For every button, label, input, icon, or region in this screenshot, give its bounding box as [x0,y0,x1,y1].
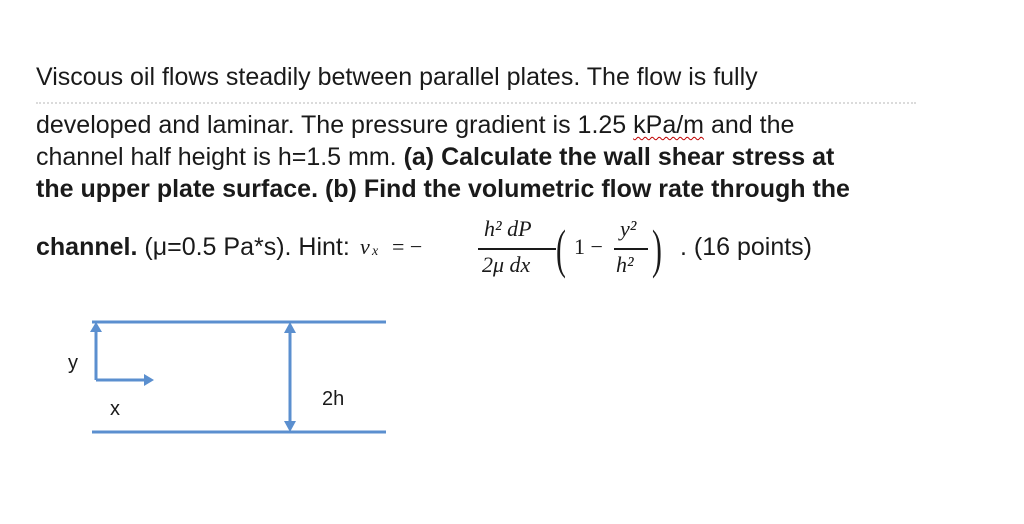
points-label: . (16 points) [680,233,813,261]
line5-bold: channel. [36,233,138,261]
formula-left-paren: ( [556,219,566,279]
x-axis-label: x [110,398,120,420]
unit-kpa-per-m: kPa/m [633,111,705,139]
line2-text: developed and laminar. The pressure gradient is 1.25 [36,111,634,139]
part-a-question: (a) Calculate the wall shear stress at [403,143,835,171]
formula-one-minus: 1 − [574,234,603,259]
gap-arrow-up [284,322,296,333]
gap-arrow-down [284,421,296,432]
formula-equals: = − [392,234,423,259]
formula-denominator: 2μ dx [482,252,531,277]
line5-hint: (μ=0.5 Pa*s). Hint: [137,233,350,261]
gap-label: 2h [322,388,345,410]
problem-line-1: Viscous oil flows steadily between parallel plates. The flow is fully [36,63,758,91]
formula-lhs-sub: x [372,244,379,259]
problem-line-4: the upper plate surface. (b) Find the volumetric flow rate through the [36,175,850,203]
y-axis-label: y [68,352,78,374]
line2-end: and the [704,111,795,139]
formula-right-paren: ) [652,219,662,279]
formula-numerator: h² dP [484,216,532,241]
x-axis-arrowhead [144,374,154,386]
formula-lhs: v [360,234,370,259]
line3-text: channel half height is h=1.5 mm. [36,143,404,171]
formula-inner-denominator: h² [616,252,634,277]
formula-inner-numerator: y² [620,216,637,241]
